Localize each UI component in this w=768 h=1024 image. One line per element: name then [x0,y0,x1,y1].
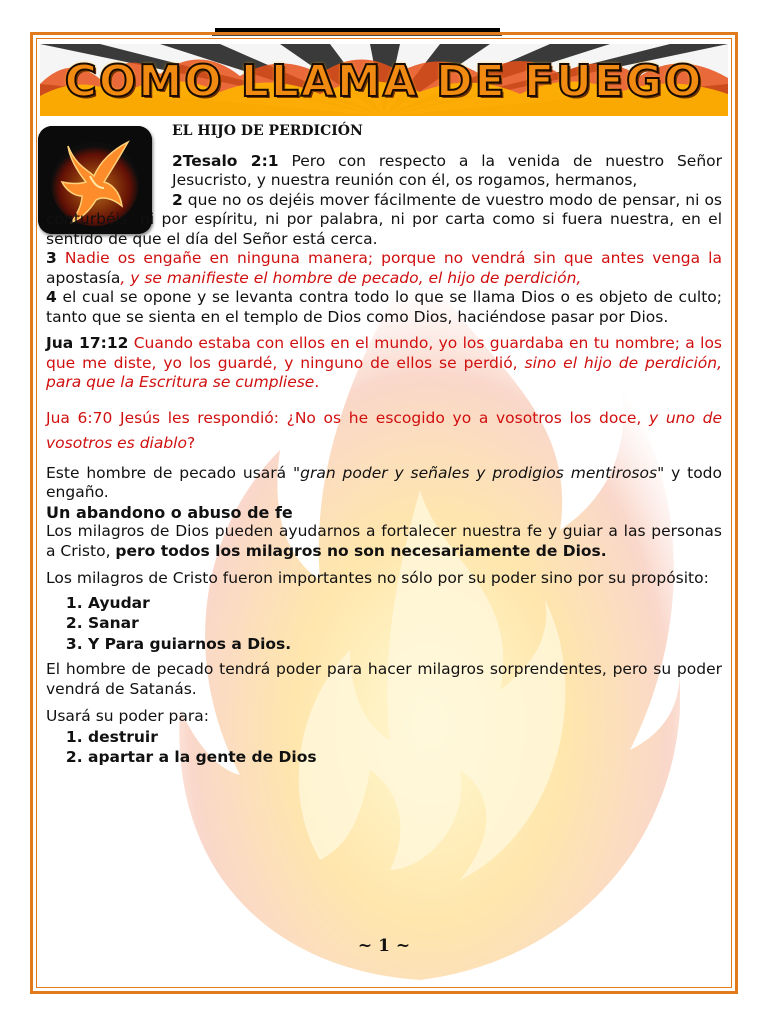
paragraph-satanas: El hombre de pecado tendrá poder para hacer milagros sorprendentes, pero su poder vendrá de Satanás. [46,660,722,698]
verse-end: ? [186,433,196,452]
verse-ref: 2Tesalo 2:1 [172,151,279,170]
verse-num: 4 [46,288,57,306]
list-item: 1. destruir [88,727,722,748]
text-italic: gran poder y señales y prodigios mentirosos [300,463,658,482]
paragraph-milagros [46,522,722,561]
verse-end: . [314,373,320,391]
verse-text-italic: sino el hijo de perdición, para que la Escritura se cumpliese [46,353,723,391]
list-item: 1. Ayudar [88,593,722,614]
verse-text: Pero con respecto a la venida de nuestro Señor Jesucristo, y nuestra reunión con él, os rogamos, hermanos, [172,151,722,189]
verse-4 [46,288,722,327]
verse-ref: Jua 17:12 [46,334,129,352]
page-number: ~ 1 ~ [357,936,411,956]
verse-text: que no os dejéis mover fácilmente de vuestro modo de pensar, ni os conturbéis, ni por espíritu, ni por palabra, ni por carta como si fuera nuestra, en el sentido de que el día del Señor está cerca. [46,190,722,248]
verse-text-italic: y uno de vosotros es diablo [46,408,722,452]
section-subheading: Un abandono o abuso de fe [46,502,293,522]
banner [40,44,728,116]
list-item: 2. apartar a la gente de Dios [88,747,722,768]
paragraph-gran-poder [46,464,722,503]
verse-2tes-2-1 [46,152,722,191]
verse-text: Cuando estaba con ellos en el mundo, yo los guardaba en tu nombre; a los que me diste, yo los guardé, y ninguno de ellos se perdió, [46,334,722,372]
list-item: 2. Sanar [88,613,722,634]
list-item: 3. Y Para guiarnos a Dios. [88,634,722,655]
text-bold: pero todos los milagros no son necesariamente de Dios. [115,541,607,560]
verse-text-italic: , y se manifieste el hombre de pecado, el hijo de perdición, [120,268,582,287]
text: " y todo engaño. [46,463,723,501]
verse-2 [46,191,722,250]
verse-text: el cual se opone y se levanta contra todo lo que se llama Dios o es objeto de culto; tanto que se sienta en el templo de Dios como Dios, haciéndose pasar por Dios. [46,288,722,326]
verse-text: Jua 6:70 Jesús les respondió: ¿No os he escogido yo a vosotros los doce, [46,408,642,427]
paragraph-proposito: Los milagros de Cristo fueron importantes no sólo por su poder sino por su propósito: [46,569,709,587]
purpose-list [46,593,722,655]
verse-num: 2 [172,190,183,209]
document-body [46,118,722,774]
text: Los milagros de Dios pueden ayudarnos a fortalecer nuestra fe y guiar a las personas a Cristo, [46,522,722,560]
verse-3 [46,249,722,288]
text: Este hombre de pecado usará " [46,463,301,482]
paragraph-usara: Usará su poder para: [46,707,209,725]
verse-jua-6-70 [46,406,722,456]
verse-num: 3 [46,249,57,267]
verse-text-apostasia: apostasía [46,268,121,287]
verse-jua-17-12 [46,334,722,393]
verse-text: Nadie os engañe en ninguna manera; porque no vendrá sin que antes venga la [56,249,722,267]
power-list [46,727,722,768]
page-title: EL HIJO DE PERDICIÓN [172,123,363,139]
banner-title: COMO LLAMA DE FUEGO [64,56,704,107]
